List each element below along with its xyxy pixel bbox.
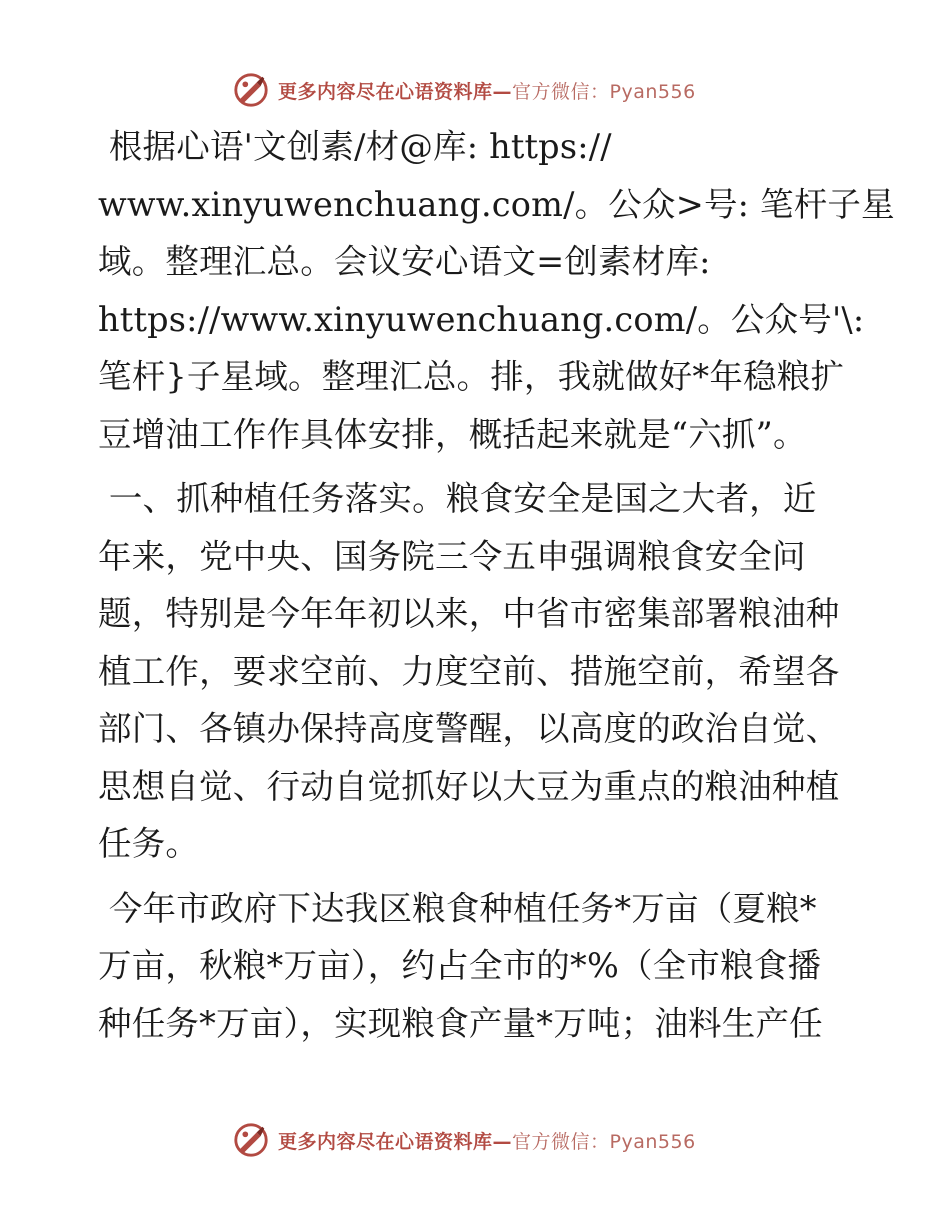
text-line: 植工作，要求空前、力度空前、措施空前，希望各 — [98, 651, 840, 691]
text-line: 域。整理汇总。会议安心语文=创素材库: — [98, 242, 711, 281]
paragraph-intro — [98, 118, 895, 463]
watermark-text — [278, 1127, 696, 1154]
watermark-text — [278, 77, 696, 104]
paragraph-task-figures — [98, 880, 858, 1053]
text-line: 一、抓种植任务落实。粮食安全是国之大者，近 — [98, 479, 817, 518]
text-line: 种任务*万亩），实现粮食产量*万吨；油料生产任 — [98, 1003, 823, 1043]
paragraph-section-one — [98, 470, 858, 873]
watermark-site-name: 更多内容尽在心语资料库— — [278, 1130, 513, 1153]
footer-watermark-banner — [232, 1118, 696, 1162]
watermark-wechat: 官方微信：Pyan556 — [512, 1130, 696, 1153]
text-line: www.xinyuwenchuang.com/。公众>号: 笔杆子星 — [98, 184, 895, 224]
text-line: 万亩，秋粮*万亩），约占全市的*%（全市粮食播 — [98, 946, 822, 985]
watermark-wechat: 官方微信：Pyan556 — [512, 80, 696, 103]
text-line: 部门、各镇办保持高度警醒，以高度的政治自觉、 — [98, 709, 840, 748]
text-line: 豆增油工作作具体安排，概括起来就是“六抓”。 — [98, 414, 807, 454]
text-line: 今年市政府下达我区粮食种植任务*万亩（夏粮* — [98, 888, 817, 928]
watermark-site-name: 更多内容尽在心语资料库— — [278, 80, 513, 103]
text-line: https://www.xinyuwenchuang.com/。公众号'\: — [98, 299, 865, 339]
text-line: 思想自觉、行动自觉抓好以大豆为重点的粮油种植 — [98, 766, 840, 806]
pen-logo-icon — [232, 71, 270, 109]
text-line: 任务。 — [98, 824, 200, 863]
text-line: 年来，党中央、国务院三令五申强调粮食安全问 — [98, 536, 806, 576]
pen-logo-icon — [232, 1121, 270, 1159]
text-line: 笔杆}子星域。整理汇总。排，我就做好*年稳粮扩 — [98, 357, 845, 396]
text-line: 根据心语'文创素/材@库: https:// — [98, 127, 612, 166]
text-line: 题，特别是今年年初以来，中省市密集部署粮油种 — [98, 594, 840, 633]
document-body — [98, 118, 895, 1052]
header-watermark-banner — [232, 68, 696, 112]
